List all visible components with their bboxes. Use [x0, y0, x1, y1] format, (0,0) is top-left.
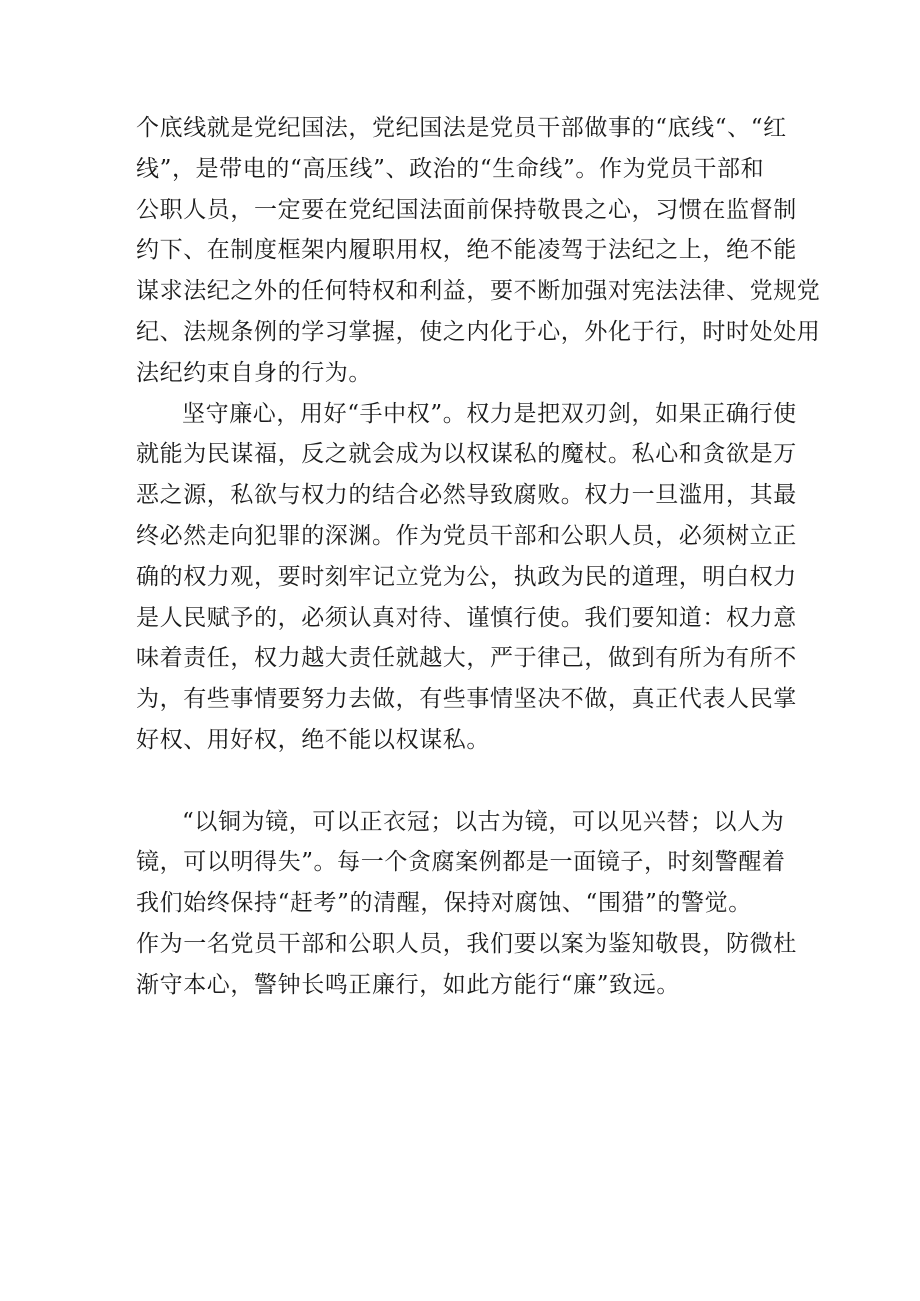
text-line: 好权、用好权，绝不能以权谋私。	[136, 726, 490, 753]
text-line: 确的权力观，要时刻牢记立党为公，执政为民的道理，明白权力	[136, 563, 797, 590]
text-line: 恶之源，私欲与权力的结合必然导致腐败。权力一旦滥用，其最	[136, 482, 797, 509]
paragraph-integrity-power	[136, 394, 797, 802]
text-line: 纪、法规条例的学习掌握，使之内化于心，外化于行，时时处处用	[136, 318, 821, 345]
text-line: 公职人员，一定要在党纪国法面前保持敬畏之心，习惯在监督制	[136, 196, 797, 223]
paragraph-continuation	[136, 108, 821, 394]
text-line: 为，有些事情要努力去做，有些事情坚决不做，真正代表人民掌	[136, 686, 797, 713]
document-body	[136, 108, 821, 1006]
text-line: 镜，可以明得失”。每一个贪腐案例都是一面镜子，时刻警醒着	[136, 849, 786, 876]
text-line: 是人民赋予的，必须认真对待、谨慎行使。我们要知道：权力意	[136, 604, 797, 631]
text-line: 终必然走向犯罪的深渊。作为党员干部和公职人员，必须树立正	[136, 522, 797, 549]
text-line: 我们始终保持“赶考”的清醒，保持对腐蚀、“围猎”的警觉。	[136, 890, 752, 917]
text-line: 坚守廉心，用好“手中权”。权力是把双刃剑，如果正确行使	[182, 400, 797, 427]
text-line: 就能为民谋福，反之就会成为以权谋私的魔杖。私心和贪欲是万	[136, 441, 797, 468]
text-line: “以铜为镜，可以正衣冠；以古为镜，可以见兴替；以人为	[182, 808, 785, 835]
text-line: 味着责任，权力越大责任就越大，严于律己，做到有所为有所不	[136, 645, 797, 672]
text-line: 约下、在制度框架内履职用权，绝不能凌驾于法纪之上，绝不能	[136, 237, 797, 264]
text-line: 法纪约束自身的行为。	[136, 359, 372, 386]
text-line: 作为一名党员干部和公职人员，我们要以案为鉴知敬畏，防微杜	[136, 930, 797, 957]
text-line: 线”，是带电的“高压线”、政治的“生命线”。作为党员干部和	[136, 155, 765, 182]
text-line: 谋求法纪之外的任何特权和利益，要不断加强对宪法法律、党规党	[136, 278, 821, 305]
text-line: 个底线就是党纪国法，党纪国法是党员干部做事的“底线“、“红	[136, 115, 787, 141]
text-line: 渐守本心，警钟长鸣正廉行，如此方能行“廉”致远。	[136, 971, 680, 998]
text-line	[136, 761, 786, 802]
paragraph-mirror	[136, 802, 797, 1006]
